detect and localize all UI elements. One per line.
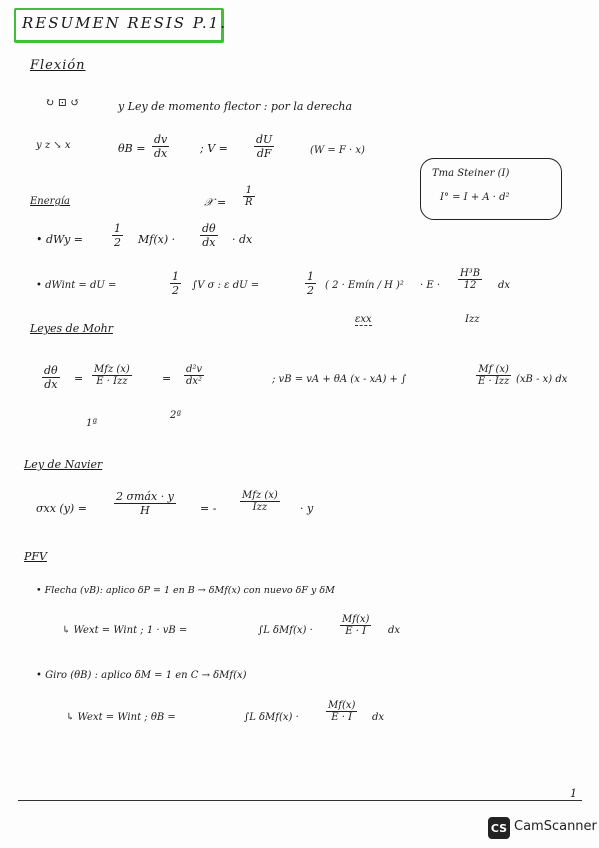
mohr-eq1: = [74,372,84,385]
navier-num2: Mfz (x) [242,490,278,501]
navier-eq: = - [200,502,217,515]
steiner-title: Tma Steiner (I) [432,168,510,179]
dwint-integral: ∫V σ : ε dU = [192,280,260,291]
navier-lhs: σxx (y) = [36,502,87,515]
mohr-rhs-num: d²v [186,364,203,375]
dwint-dx: dx [498,280,511,291]
dwint-e: · E · [420,280,441,291]
dwy-end: · dx [232,233,253,246]
pfv-flecha-integral: ∫L δMf(x) · [258,625,313,636]
pfv-giro-num: Mf(x) [328,700,356,711]
dwint-inertia [458,268,482,291]
mohr-mid-den: E · Izz [96,376,128,387]
sign-convention-icon: ↻ ⊡ ↺ [45,96,80,109]
mohr-heading: Leyes de Mohr [30,322,113,335]
dwint-paren: ( 2 · Emín / H )² [325,280,404,291]
mohr-lhs-num: dθ [44,364,58,377]
mohr-annotation-1: 1ª [86,418,98,429]
navier-den: H [140,504,150,517]
mohr-eq2: = [162,372,172,385]
energia-heading: Energía [30,196,70,207]
navier-fraction-1 [114,490,176,517]
pfv-flecha-den: E · I [345,626,367,637]
dwint-lhs: • dWint = dU = [36,280,117,291]
pfv-giro-fraction [326,700,357,723]
vb-equation: ; vB = vA + θA (x - xA) + ∫ [272,374,407,385]
dwy-half-num: 1 [114,222,121,235]
pfv-giro-integral: ∫L δMf(x) · [244,712,299,723]
theta-fraction [152,133,169,160]
v-fraction [254,133,274,160]
navier-den2: Izz [252,502,268,513]
dwy-den: dx [202,236,216,249]
pfv-flecha-fraction [340,614,371,637]
dwint-inertia-num: H³B [460,268,481,279]
work-note: (W = F · x) [310,145,365,156]
camscanner-label: CamScanner [514,819,597,834]
sign-convention-text: y Ley de momento flector : por la derecha [118,100,353,113]
pfv-flecha-num: Mf(x) [342,614,370,625]
pfv-heading: PFV [24,550,47,563]
vb-frac-num: Mf (x) [476,364,511,376]
navier-heading: Ley de Navier [24,458,103,471]
page-title: RESUMEN RESIS P.1. [22,14,227,32]
page-bottom-line [18,800,582,801]
exx-label: εxx [355,314,372,325]
dwint-half [170,270,181,297]
navier-end: · y [300,502,314,515]
mohr-annotation-2: 2ª [170,410,182,421]
mohr-rhs-den: dx² [186,376,203,387]
dwy-mid: Mf(x) · [138,233,176,246]
v-den: dF [256,147,272,160]
v-num: dU [256,133,273,146]
vb-fraction [476,364,511,387]
theta-den: dx [154,147,168,160]
curvature-fraction [243,185,255,208]
curvature-num: 1 [243,185,255,197]
dwy-half-den: 2 [114,236,121,249]
mohr-lhs-den: dx [44,378,58,391]
pfv-giro-dx: dx [372,712,385,723]
mohr-lhs [42,364,60,391]
page-number: 1 [570,787,577,800]
dwint-h-fraction [305,270,316,297]
dwy-fraction [200,222,218,249]
vb-end: (xB - x) dx [516,374,568,385]
pfv-flecha-eq: ↳ Wext = Wint ; 1 · vB = [62,625,188,636]
dwint-half-num: 1 [172,270,179,283]
camscanner-logo-icon: CS [488,817,510,839]
vb-frac-den: E · Izz [478,376,510,387]
v-label: ; V = [200,142,228,155]
pfv-flecha: • Flecha (vB): aplico δP = 1 en B → δMf(x) con nuevo δF y δM [36,585,335,596]
dwy-half [112,222,123,249]
pfv-giro: • Giro (θB) : aplico δM = 1 en C → δMf(x) [36,670,247,681]
curvature-label: 𝒳 = [204,196,227,209]
navier-fraction-2 [240,490,280,513]
dwint-inertia-den: 12 [463,280,477,291]
mohr-mid [92,364,132,387]
izz-label: Izz [465,314,480,325]
theta-label: θB = [118,142,146,155]
dwint-h-num: 1 [307,270,314,283]
pfv-giro-den: E · I [331,712,353,723]
theta-num: dv [154,133,168,146]
steiner-formula: I° = I + A · d² [440,192,510,203]
axes-sketch: y z ↘ x [36,140,71,151]
dwy-num: dθ [202,222,216,235]
pfv-giro-eq: ↳ Wext = Wint ; θB = [66,712,176,723]
flexion-heading: Flexión [30,58,86,73]
navier-num: 2 σmáx · y [116,490,174,503]
curvature-den: R [245,197,253,208]
mohr-mid-num: Mfz (x) [94,364,130,375]
mohr-rhs [184,364,204,387]
dwy-lhs: • dWy = [36,233,84,246]
pfv-flecha-dx: dx [388,625,401,636]
dwint-h-den: 2 [307,284,314,297]
dwint-half-den: 2 [172,284,179,297]
